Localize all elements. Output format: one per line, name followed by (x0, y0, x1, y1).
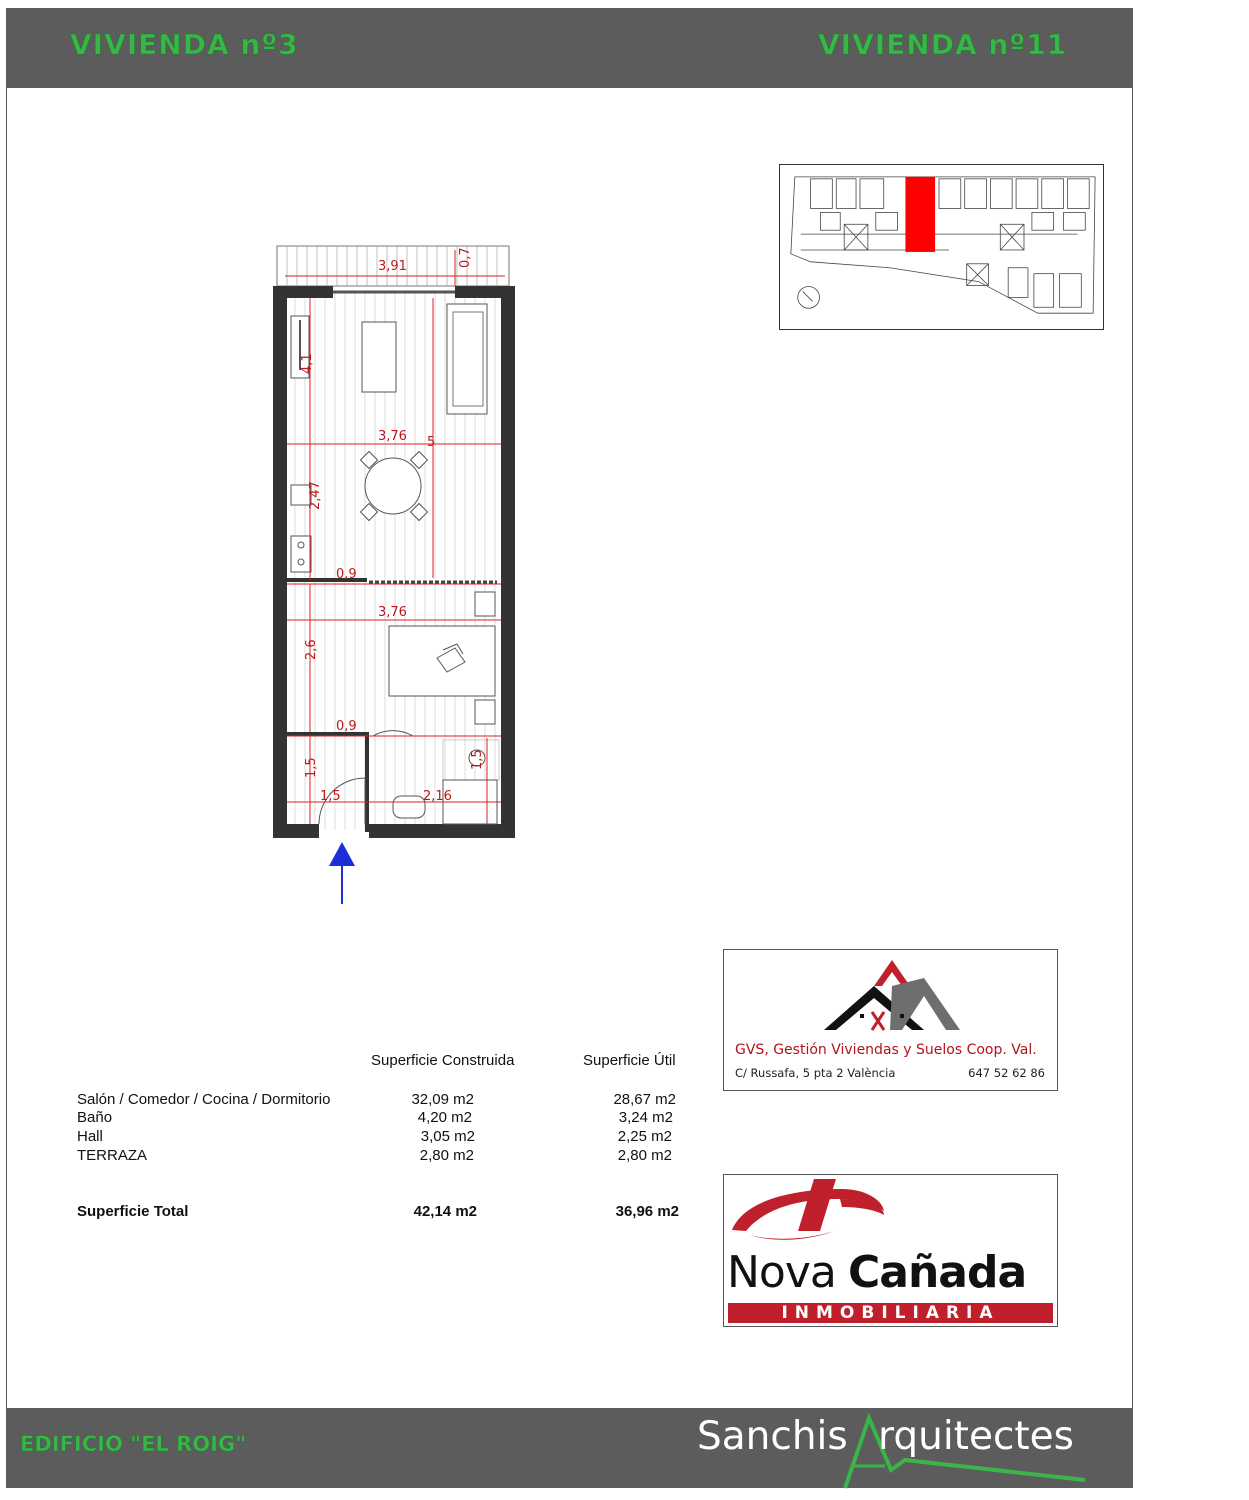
total-label: Superficie Total (77, 1203, 189, 1220)
dim-bedroom-width: 3,76 (378, 605, 407, 620)
canada-word: Cañada (848, 1247, 1027, 1298)
nova-canada-logo-box (723, 1174, 1058, 1327)
dim-terrace-width: 3,91 (378, 259, 407, 274)
entry-arrow-icon (329, 842, 355, 904)
area-row-useful: 2,25 m2 (617, 1128, 672, 1145)
dim-living-depth: 5 (427, 435, 436, 450)
area-row-useful: 3,24 m2 (618, 1109, 673, 1126)
gvs-logo (724, 950, 1059, 1040)
dim-door-bedroom: 0,9 (336, 719, 357, 734)
dim-hall-depth: 1,5 (304, 757, 319, 778)
architect-name-part2: rquitectes (878, 1414, 1074, 1459)
dim-bath-width: 2,16 (423, 789, 452, 804)
dim-kitchen-length: 4,1 (300, 353, 315, 374)
col-header-built: Superficie Construida (371, 1052, 515, 1069)
area-row-label: Salón / Comedor / Cocina / Dormitorio (77, 1091, 331, 1108)
architect-logo (695, 1410, 1095, 1490)
gvs-name: GVS, Gestión Viviendas y Suelos Coop. Val. (735, 1042, 1037, 1058)
area-row-label: Baño (77, 1109, 113, 1126)
dim-kitchen-depth: 2,47 (308, 481, 323, 510)
dim-bedroom-depth: 2,6 (304, 639, 319, 660)
area-row-built: 4,20 m2 (417, 1109, 472, 1126)
architect-name-part1: Sanchis (697, 1414, 848, 1459)
inmobiliaria-text: INMOBILIARIA (781, 1303, 1000, 1323)
area-row-built: 2,80 m2 (419, 1147, 474, 1164)
total-built: 42,14 m2 (413, 1203, 477, 1220)
area-row-label: Hall (77, 1128, 103, 1145)
unit-title-right: VIVIENDA nº11 (818, 28, 1068, 61)
area-row-useful: 28,67 m2 (613, 1091, 676, 1108)
inmobiliaria-band (728, 1303, 1053, 1323)
unit-highlight (905, 177, 935, 252)
gvs-logo-box (723, 949, 1058, 1091)
floor-plan (265, 240, 525, 910)
nova-word: Nova (727, 1247, 836, 1298)
area-row-label: TERRAZA (77, 1147, 148, 1164)
nova-canada-logo (724, 1175, 1058, 1255)
dim-hall-width: 1,5 (320, 789, 341, 804)
dim-door-living: 0,9 (336, 567, 357, 582)
total-useful: 36,96 m2 (615, 1203, 679, 1220)
dim-bath-depth: 1,5 (470, 749, 485, 770)
dim-terrace-depth: 0,7 (458, 247, 473, 268)
building-name: EDIFICIO "EL ROIG" (20, 1432, 247, 1456)
area-row-built: 3,05 m2 (420, 1128, 475, 1145)
area-row-useful: 2,80 m2 (617, 1147, 672, 1164)
area-row-built: 32,09 m2 (411, 1091, 474, 1108)
col-header-useful: Superficie Útil (583, 1052, 676, 1069)
dim-living-width: 3,76 (378, 429, 407, 444)
key-plan (779, 164, 1104, 330)
gvs-phone: 647 52 62 86 (968, 1066, 1045, 1080)
unit-title-left: VIVIENDA nº3 (70, 28, 299, 61)
gvs-address: C/ Russafa, 5 pta 2 València (735, 1066, 896, 1080)
